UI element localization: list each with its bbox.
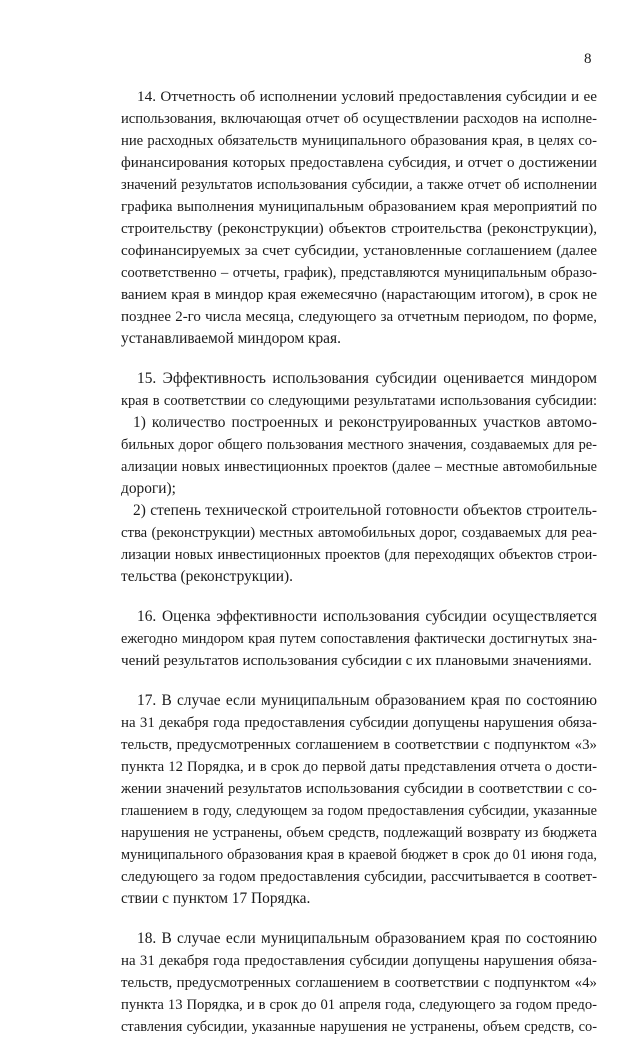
text-line: следующего за годом предоставления субсидии, рассчитывается в соответ- xyxy=(121,869,597,885)
text-line: муниципального образования края в краевой бюджет в срок до 01 июня года, xyxy=(121,847,597,863)
text-line: использования, включающая отчет об осуществлении расходов на исполне- xyxy=(121,111,597,127)
text-line: жении значений результатов использования субсидии в соответствии с со- xyxy=(121,781,597,797)
text-line: нарушения не устранены, объем средств, подлежащий возврату из бюджета xyxy=(121,825,597,841)
text-line: края в соответствии со следующими результатами использования субсидии: xyxy=(121,393,597,409)
text-line: чений результатов использования субсидии с их плановыми значениями. xyxy=(121,652,592,669)
paragraph-15 xyxy=(121,368,597,588)
text-line: дороги); xyxy=(121,480,176,497)
paragraph-14 xyxy=(121,86,597,350)
text-line: глашением в году, следующем за годом предоставления субсидии, указанные xyxy=(121,803,597,819)
text-line: 17. В случае если муниципальным образованием края по состоянию xyxy=(137,692,597,709)
paragraph-17 xyxy=(121,690,597,910)
text-line: устанавливаемой миндором края. xyxy=(121,330,341,347)
paragraph-gap xyxy=(121,350,597,368)
text-line: ние расходных обязательств муниципального образования края, в целях со- xyxy=(121,133,597,149)
text-line: ванием края в миндор края ежемесячно (нарастающим итогом), в срок не xyxy=(121,287,597,303)
paragraph-gap xyxy=(121,588,597,606)
paragraph-18 xyxy=(121,928,597,1038)
text-line: строительству (реконструкции) объектов строительства (реконструкции), xyxy=(121,221,597,237)
text-line: финансирования которых предоставлена субсидия, и отчет о достижении xyxy=(121,155,597,171)
text-line: на 31 декабря года предоставления субсидии допущены нарушения обяза- xyxy=(121,953,597,969)
text-line: ежегодно миндором края путем сопоставления фактически достигнутых зна- xyxy=(121,631,597,647)
text-line: соответственно – отчеты, график), представляются муниципальным образо- xyxy=(121,265,597,281)
text-line: ства (реконструкции) местных автомобильных дорог, создаваемых для реа- xyxy=(121,525,597,541)
text-line: ализации новых инвестиционных проектов (далее – местные автомобильные xyxy=(121,459,597,475)
text-line: пункта 12 Порядка, и в срок до первой даты представления отчета о дости- xyxy=(121,759,597,775)
text-line: 18. В случае если муниципальным образованием края по состоянию xyxy=(137,930,597,947)
text-line: пункта 13 Порядка, и в срок до 01 апреля года, следующего за годом предо- xyxy=(121,997,597,1013)
paragraph-gap xyxy=(121,910,597,928)
paragraph-gap xyxy=(121,672,597,690)
text-line: 16. Оценка эффективности использования субсидии осуществляется xyxy=(137,608,597,625)
text-line: 2) степень технической строительной готовности объектов строитель- xyxy=(133,502,597,519)
text-line: тельств, предусмотренных соглашением в соответствии с подпунктом «3» xyxy=(121,737,597,753)
text-line: тельства (реконструкции). xyxy=(121,568,293,585)
text-line: тельств, предусмотренных соглашением в соответствии с подпунктом «4» xyxy=(121,975,597,991)
text-line: 14. Отчетность об исполнении условий предоставления субсидии и ее xyxy=(137,88,597,105)
text-line: ствии с пунктом 17 Порядка. xyxy=(121,890,311,907)
text-line: значений результатов использования субсидии, а также отчет об исполнении xyxy=(121,177,597,193)
document-body xyxy=(121,86,597,1038)
text-line: 1) количество построенных и реконструированных участков автомо- xyxy=(133,414,597,431)
text-line: софинансируемых за счет субсидии, установленные соглашением (далее xyxy=(121,242,597,259)
text-line: графика выполнения муниципальным образованием края мероприятий по xyxy=(121,199,597,215)
text-line: 15. Эффективность использования субсидии оценивается миндором xyxy=(137,370,597,387)
text-line: позднее 2-го числа месяца, следующего за отчетным периодом, по форме, xyxy=(121,309,597,325)
text-line: ставления субсидии, указанные нарушения не устранены, объем средств, со- xyxy=(121,1019,597,1035)
text-line: лизации новых инвестиционных проектов (для переходящих объектов строи- xyxy=(121,547,597,563)
paragraph-16 xyxy=(121,606,597,672)
text-line: на 31 декабря года предоставления субсидии допущены нарушения обяза- xyxy=(121,715,597,731)
page-number: 8 xyxy=(584,51,592,67)
text-line: бильных дорог общего пользования местного значения, создаваемых для ре- xyxy=(121,437,597,453)
